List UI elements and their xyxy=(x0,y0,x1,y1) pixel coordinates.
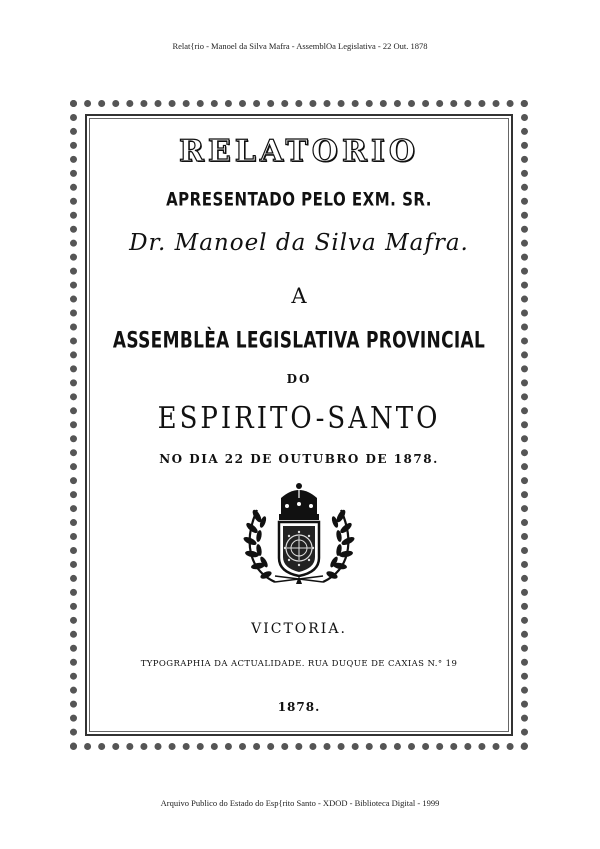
province-name: ESPIRITO-SANTO xyxy=(157,401,441,437)
running-header: Relat{rio - Manoel da Silva Mafra - AssemblOa Legislativa - 22 Out. 1878 xyxy=(172,41,428,51)
preposition-a: A xyxy=(291,284,307,308)
document-title: RELATORIO xyxy=(178,134,420,169)
running-footer: Arquivo Publico do Estado do Esp{rito Santo - XDOD - Biblioteca Digital - 1999 xyxy=(160,798,440,808)
publication-year: 1878. xyxy=(277,700,321,714)
presented-by-line: APRESENTADO PELO EXM. SR. xyxy=(166,187,432,211)
person-name: Dr. Manoel da Silva Mafra. xyxy=(129,230,469,256)
assembly-name: ASSEMBLÈA LEGISLATIVA PROVINCIAL xyxy=(112,328,486,354)
printer-line: TYPOGRAPHIA DA ACTUALIDADE. RUA DUQUE DE CAXIAS N.° 19 xyxy=(140,659,458,669)
date-line: NO DIA 22 DE OUTUBRO DE 1878. xyxy=(159,452,439,466)
imperial-coat-of-arms-icon xyxy=(235,480,363,590)
city-name: VICTORIA. xyxy=(251,621,347,637)
title-page xyxy=(70,100,528,750)
preposition-do: DO xyxy=(286,372,312,386)
